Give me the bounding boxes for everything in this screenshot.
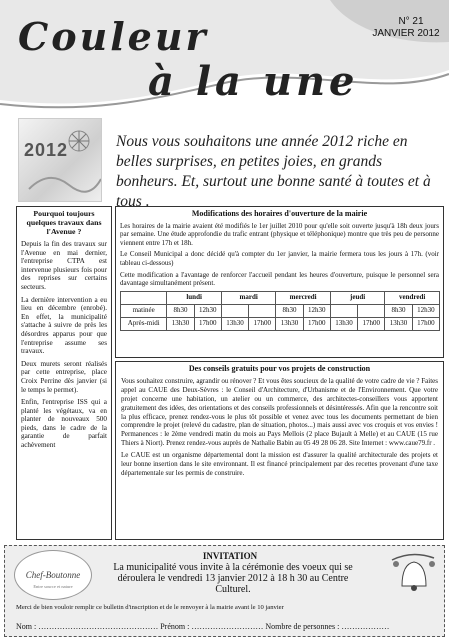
table-header-row [121,291,440,304]
table-cell: 8h30 [276,304,303,317]
table-cell: 17h00 [412,317,439,330]
table-cell: 17h00 [358,317,385,330]
table-row [121,304,440,317]
masthead-logo-line2: à la une [148,58,359,105]
table-cell: 13h30 [167,317,194,330]
construction-paragraph: Vous souhaitez construire, agrandir ou rénover ? Et vous êtes soucieux de la qualité de votre cadre de vie ? Faites appel au CAUE des Deux-Sèvres : le Conseil d'Architecture, d'Urbanisme et de l'Environnement. Que votre projet concerne une habitation, un atelier ou un commerce, des architectes-conseillers vous apportent gratuitement des idées, des orientations et des conseils professionnels et désintéressés. Afin que la rencontre soit la plus efficace, prenez rendez-vous le plus tôt possible et venez avec tous les documents permettant de bien comprendre le projet (relevé du cadastre, plan de situation, photos...) mais aussi avec vos croquis et vos envies ! Permanences : le 2ème vendredi matin du mois au Pays Mellois (2 place Bujault à Melle) et au CAUE (15 rue Thiers à Niort). Prenez rendez-vous auprès de Nathalie Babin au 05 49 28 06 28. Site Internet : www.caue79.fr . [121,376,438,448]
avenue-works-paragraph: Deux murets seront réalisés par cette entreprise, place Croix Perrine dès janvier (si le temps le permet). [21,359,107,394]
chef-boutonne-logo-text: Chef-Boutonne [25,570,81,580]
day-header: vendredi [385,291,440,304]
avenue-works-paragraph: Enfin, l'entreprise ISS qui a planté les végétaux, va en planter de nouveaux 500 pieds, dans le cadre de la garantie de parfait achèvement [21,398,107,450]
issue-number: N° 21 [398,16,424,27]
new-year-wishes: Nous vous souhaitons une année 2012 riche en belles surprises, en petites joies, en grands bonheurs. Et, surtout une bonne santé à toutes et à tous . [116,133,431,210]
day-header: mardi [221,291,276,304]
day-header: mercredi [276,291,331,304]
day-header: jeudi [330,291,385,304]
table-cell: 12h30 [194,304,221,317]
avenue-works-paragraph: La dernière intervention a eu lieu en décembre (enrobé). En effet, la municipalité s'attache à suivre de près les désordres apparus pour que l'entreprise assume ses travaux. [21,295,107,356]
christmas-bell-icon [382,550,442,594]
table-cell: 17h00 [194,317,221,330]
opening-hours-table [120,291,440,331]
registration-form-fields[interactable]: Nom : ……………………………………… Prénom : ……………………… Nombre de personnes : ……………… [16,622,390,631]
table-cell: 13h30 [330,317,357,330]
table-corner-cell [121,291,167,304]
hours-title: Modifications des horaires d'ouverture de la mairie [191,209,368,218]
hours-paragraph: Cette modification a l'avantage de renforcer l'accueil pendant les heures d'ouverture, puisque le personnel sera davantage simultanément présent. [120,270,439,288]
table-cell [330,304,357,317]
table-row [121,317,440,330]
construction-title: Des conseils gratuits pour vos projets de construction [188,364,371,373]
hours-paragraph: Le Conseil Municipal a donc décidé qu'à compter du 1er janvier, la mairie fermera tous les jours à 17h. (voir tableau ci-dessous) [120,250,439,267]
hours-paragraph: Les horaires de la mairie avaient été modifiés le 1er juillet 2010 pour qu'elle soit ouverte jusqu'à 18h deux jours par semaine. Une étude approfondie du trafic entrant (physique et téléphonique) montre que très peu de personne viennent entre 17h et 18h. [120,221,439,247]
avenue-works-title: Pourquoi toujours quelques travaux dans l'Avenue ? [26,209,102,236]
greeting-card-year: 2012 [24,140,69,160]
table-cell: 8h30 [385,304,412,317]
table-cell: 13h30 [221,317,248,330]
masthead-logo-line1: Couleur [18,14,209,59]
table-cell: 17h00 [303,317,330,330]
invitation-text: La municipalité vous invite à la cérémonie des voeux qui se déroulera le vendredi 13 janvier 2012 à 18 h 30 au Centre Culturel. [113,562,353,595]
table-cell: 12h30 [412,304,439,317]
registration-instructions: Merci de bien vouloir remplir ce bulletin d'inscription et de le renvoyer à la mairie avant le 10 janvier [16,604,284,611]
table-cell [249,304,276,317]
day-header: lundi [167,291,222,304]
table-cell: 17h00 [249,317,276,330]
construction-paragraph: Le CAUE est un organisme départemental dont la mission est d'assurer la qualité architecturale des projets et leur bonne insertion dans le site environnant. Il est financé principalement par des recettes provenant d'une taxe départementale sur les permis de construire. [121,451,438,477]
invitation-title: INVITATION [202,551,258,561]
issue-date: JANVIER 2012 [372,28,440,39]
row-label: Après-midi [121,317,167,330]
row-label: matinée [121,304,167,317]
chef-boutonne-tagline: Entre source et nature [33,584,73,589]
avenue-works-paragraph: Depuis la fin des travaux sur l'Avenue en mai dernier, l'entreprise CTPA est intervenue plusieurs fois pour des reprises sur certains secteurs. [21,240,107,291]
table-cell: 12h30 [303,304,330,317]
table-cell [358,304,385,317]
table-cell: 13h30 [385,317,412,330]
construction-advice-box [115,361,444,540]
town-hall-hours-box [115,206,444,358]
avenue-works-article [16,206,112,540]
table-cell: 8h30 [167,304,194,317]
table-cell: 13h30 [276,317,303,330]
table-cell [221,304,248,317]
